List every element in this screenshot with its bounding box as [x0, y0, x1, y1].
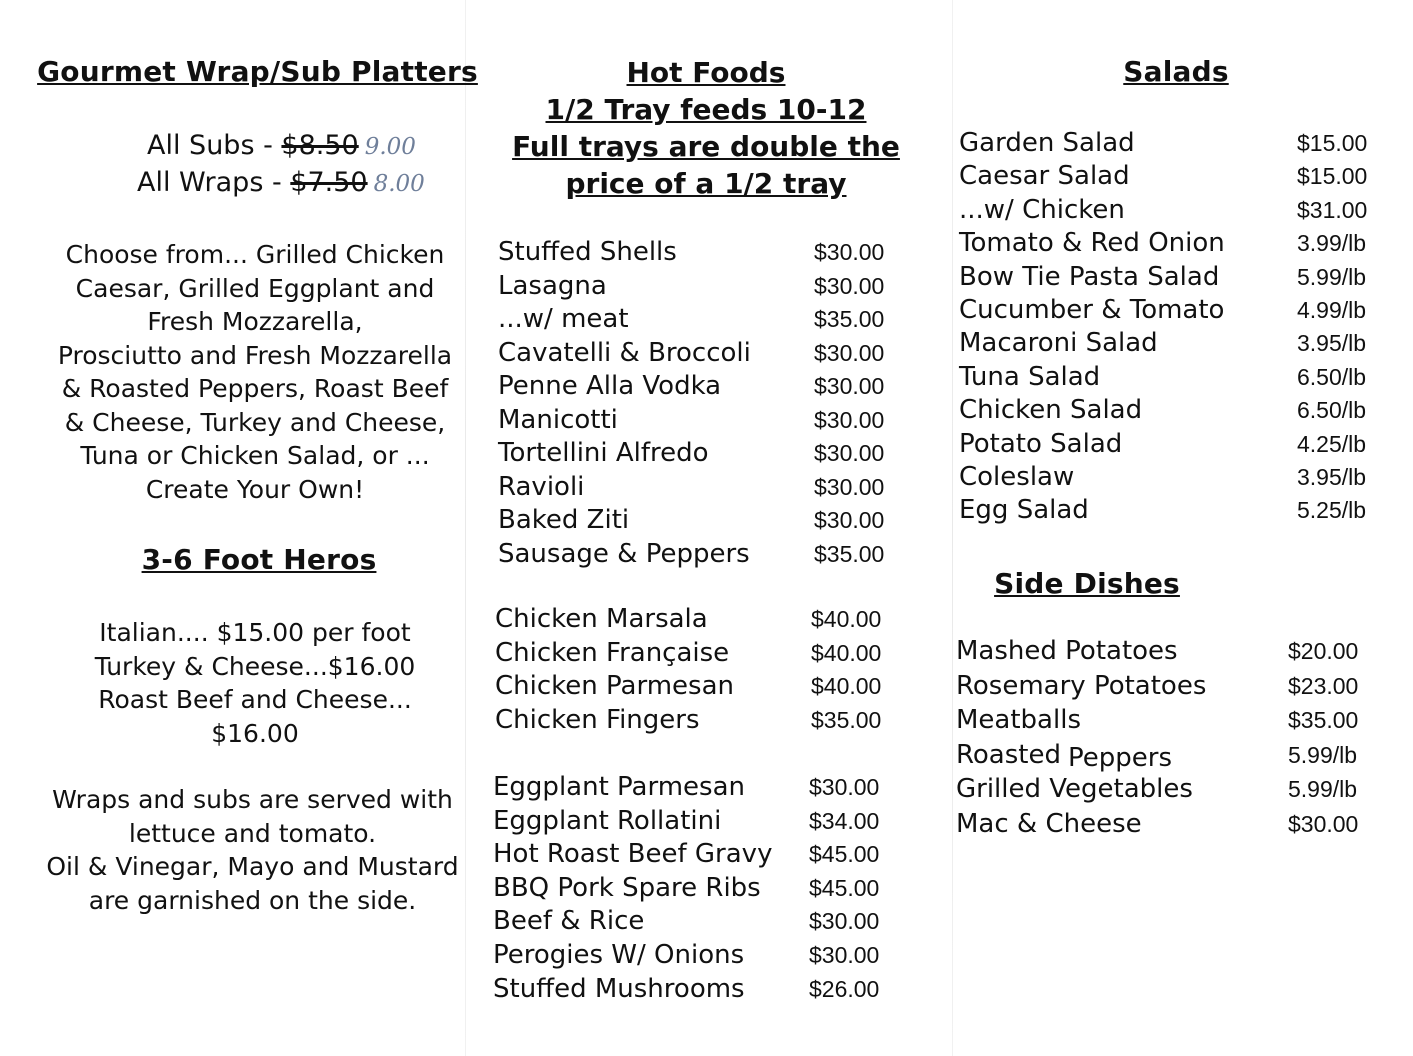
menu-item-name: Mashed Potatoes [956, 636, 1178, 666]
menu-item [956, 636, 1376, 671]
menu-item [493, 940, 888, 974]
menu-item-price: 4.25/lb [1297, 430, 1367, 457]
menu-item [498, 271, 893, 305]
foot-heros-prices [0, 616, 510, 750]
hero-line: Roast Beef and Cheese... [98, 685, 412, 714]
choose-line: & Roasted Peppers, Roast Beef [61, 374, 449, 403]
menu-item [498, 338, 893, 372]
menu-item-name: Cavatelli & Broccoli [498, 337, 751, 368]
menu-item [498, 237, 893, 271]
menu-item-name: Eggplant Parmesan [493, 772, 745, 802]
menu-item [495, 705, 890, 739]
menu-item [956, 671, 1376, 706]
menu-item [495, 638, 890, 672]
menu-item-name: Manicotti [498, 404, 618, 435]
all-wraps-new-price: 8.00 [373, 171, 425, 197]
full-tray-note: Full trays are double the [512, 130, 900, 163]
menu-item [493, 873, 888, 907]
menu-item [959, 495, 1379, 528]
menu-item [956, 774, 1376, 809]
menu-item [498, 405, 893, 439]
menu-item [959, 228, 1379, 261]
menu-item [959, 262, 1379, 295]
menu-item-name: Egg Salad [959, 495, 1089, 526]
note-line: are garnished on the side. [88, 885, 417, 915]
menu-item [495, 604, 890, 638]
specialty-list [493, 772, 888, 1007]
menu-item [493, 974, 888, 1008]
menu-item-price: $30.00 [814, 406, 885, 433]
menu-item-name: Mac & Cheese [956, 808, 1142, 839]
menu-item-name: Chicken Parmesan [495, 671, 734, 702]
menu-item [493, 806, 888, 840]
menu-item-price: 6.50/lb [1297, 397, 1367, 424]
menu-item [956, 705, 1376, 740]
menu-item-name: ...w/ meat [498, 304, 629, 334]
menu-item [959, 362, 1379, 395]
menu-item-price: $30.00 [1288, 810, 1359, 837]
tray-size-note: 1/2 Tray feeds 10-12 [545, 93, 867, 126]
choose-line: Prosciutto and Fresh Mozzarella [57, 340, 453, 370]
all-subs-old-price: $8.50 [281, 130, 359, 161]
menu-item-price: $30.00 [809, 908, 880, 935]
all-wraps-line [137, 167, 425, 198]
menu-item-name: Tomato & Red Onion [959, 228, 1225, 259]
menu-item-price: $40.00 [811, 639, 882, 666]
menu-item-price: 3.95/lb [1297, 330, 1367, 357]
all-subs-label: All Subs - [147, 130, 282, 161]
menu-item-name: Stuffed Shells [498, 237, 677, 267]
choose-line: Caesar, Grilled Eggplant and [75, 273, 435, 303]
menu-item-name: Eggplant Rollatini [493, 805, 722, 836]
menu-item [959, 195, 1379, 228]
menu-item-name: Garden Salad [959, 128, 1135, 158]
menu-item-name: Meatballs [956, 705, 1081, 735]
menu-item [959, 462, 1379, 495]
all-wraps-old-price: $7.50 [290, 167, 368, 198]
menu-item-price: $30.00 [814, 373, 885, 399]
menu-item [959, 295, 1379, 328]
menu-item-price: $35.00 [1288, 707, 1359, 733]
menu-item [495, 671, 890, 705]
menu-item-price: $45.00 [809, 841, 880, 868]
menu-item-name: Grilled Vegetables [956, 774, 1193, 804]
menu-item-name: Cucumber & Tomato [959, 294, 1225, 325]
menu-item-price: 5.99/lb [1297, 263, 1367, 290]
chicken-list [495, 604, 890, 739]
side-dishes-list [956, 636, 1376, 843]
menu-item-price: $30.00 [814, 507, 885, 533]
menu-item-name: Penne Alla Vodka [498, 371, 722, 401]
salads-sides-panel [953, 0, 1413, 1056]
menu-item-price: $30.00 [809, 774, 880, 800]
menu-item-name: Chicken Salad [959, 395, 1143, 426]
menu-item-name: ...w/ Chicken [959, 194, 1125, 225]
menu-item-name: Stuffed Mushrooms [493, 973, 745, 1004]
wrap-sub-panel [0, 0, 478, 1056]
menu-item-name: Bow Tie Pasta Salad [959, 261, 1220, 292]
menu-item [498, 472, 893, 506]
menu-item-price: $20.00 [1288, 638, 1359, 664]
menu-item [959, 328, 1379, 361]
menu-item-price: 3.99/lb [1297, 230, 1367, 257]
menu-item [959, 429, 1379, 462]
menu-item-price: $30.00 [814, 239, 885, 265]
menu-item-price: $15.00 [1297, 163, 1368, 190]
menu-item [956, 740, 1376, 775]
menu-item-price: $35.00 [811, 707, 882, 734]
choose-line: Fresh Mozzarella, [147, 307, 363, 336]
menu-item-price: $26.00 [809, 975, 880, 1002]
note-line: Oil & Vinegar, Mayo and Mustard [46, 852, 459, 881]
foot-heros-title: 3-6 Foot Heros [141, 543, 377, 576]
menu-item-price: 5.25/lb [1297, 497, 1367, 524]
menu-item-price: $45.00 [809, 874, 880, 901]
note-line: Wraps and subs are served with [52, 785, 453, 814]
menu-item-price: 3.95/lb [1297, 463, 1367, 490]
menu-item-name: Hot Roast Beef Gravy [493, 839, 773, 870]
menu-item-price: $40.00 [811, 673, 882, 700]
menu-item-name: Potato Salad [959, 428, 1123, 459]
wrap-sub-platters-title: Gourmet Wrap/Sub Platters [37, 55, 478, 88]
menu-item-price: 4.99/lb [1297, 296, 1367, 323]
menu-item-name: Caesar Salad [959, 161, 1130, 192]
serving-note [0, 783, 505, 917]
menu-item-name-suffix: Peppers [1068, 742, 1172, 773]
menu-item [493, 772, 888, 806]
all-subs-new-price: 9.00 [364, 134, 416, 160]
menu-item [959, 395, 1379, 428]
note-line: lettuce and tomato. [128, 818, 377, 848]
salads-title: Salads [1123, 55, 1229, 88]
menu-item-price: 6.50/lb [1297, 363, 1367, 390]
menu-item-name: Tortellini Alfredo [498, 438, 709, 468]
menu-item-price: $30.00 [814, 272, 885, 299]
menu-item-price: $23.00 [1288, 672, 1359, 699]
menu-item-name: Rosemary Potatoes [956, 670, 1207, 701]
menu-item-price: $30.00 [814, 473, 885, 500]
menu-item [498, 505, 893, 539]
menu-item [493, 906, 888, 940]
menu-item [498, 438, 893, 472]
menu-item-price: $30.00 [814, 440, 885, 466]
menu-item [956, 809, 1376, 844]
menu-item-name: Baked Ziti [498, 505, 630, 535]
menu-item-price: $35.00 [814, 306, 885, 332]
menu-item-name: Perogies W/ Onions [493, 939, 745, 970]
menu-item-name: Lasagna [498, 270, 607, 301]
choose-line: Choose from... Grilled Chicken [65, 240, 445, 269]
menu-item-price: 5.99/lb [1288, 776, 1358, 802]
menu-item [498, 539, 893, 573]
menu-item [498, 371, 893, 405]
choose-line: Tuna or Chicken Salad, or ... [80, 441, 430, 470]
menu-item-name: Chicken Marsala [495, 604, 708, 634]
menu-item-name: Beef & Rice [493, 906, 645, 937]
menu-item-name: Chicken Française [495, 637, 730, 668]
choose-line: & Cheese, Turkey and Cheese, [64, 407, 446, 437]
all-subs-line [147, 130, 416, 161]
menu-item [959, 128, 1379, 161]
side-dishes-title: Side Dishes [994, 567, 1180, 600]
menu-item-name: BBQ Pork Spare Ribs [493, 872, 761, 903]
menu-item-name: Macaroni Salad [959, 328, 1158, 359]
hero-line: Italian.... $15.00 per foot [99, 618, 411, 647]
menu-item-price: $31.00 [1297, 196, 1368, 223]
hot-foods-header [466, 54, 946, 202]
menu-item-price: 5.99/lb [1288, 741, 1358, 768]
hot-foods-title: Hot Foods [626, 56, 786, 89]
menu-item-price: $15.00 [1297, 130, 1368, 156]
full-tray-note: price of a 1/2 tray [565, 167, 847, 200]
hero-line: $16.00 [211, 718, 299, 748]
menu-item-name: Ravioli [498, 471, 585, 502]
menu-item-price: $30.00 [814, 339, 885, 366]
salads-list [959, 128, 1379, 529]
menu-item [498, 304, 893, 338]
menu-item-name: Tuna Salad [959, 361, 1101, 392]
hero-line: Turkey & Cheese...$16.00 [94, 651, 416, 681]
menu-item-name: Roasted [956, 739, 1061, 770]
menu-item-price: $35.00 [814, 540, 885, 567]
hot-foods-panel [466, 0, 952, 1056]
menu-item-price: $30.00 [809, 941, 880, 968]
menu-item-price: $40.00 [811, 606, 882, 632]
choose-from-text [0, 238, 510, 506]
menu-item [493, 839, 888, 873]
menu-item-price: $34.00 [809, 807, 880, 834]
menu-item-name: Sausage & Peppers [498, 538, 750, 569]
pasta-list [498, 237, 893, 572]
menu-item-name: Chicken Fingers [495, 705, 700, 736]
menu-item [959, 161, 1379, 194]
choose-line: Create Your Own! [145, 474, 365, 504]
all-wraps-label: All Wraps - [137, 167, 291, 198]
menu-item-name: Coleslaw [959, 461, 1075, 492]
